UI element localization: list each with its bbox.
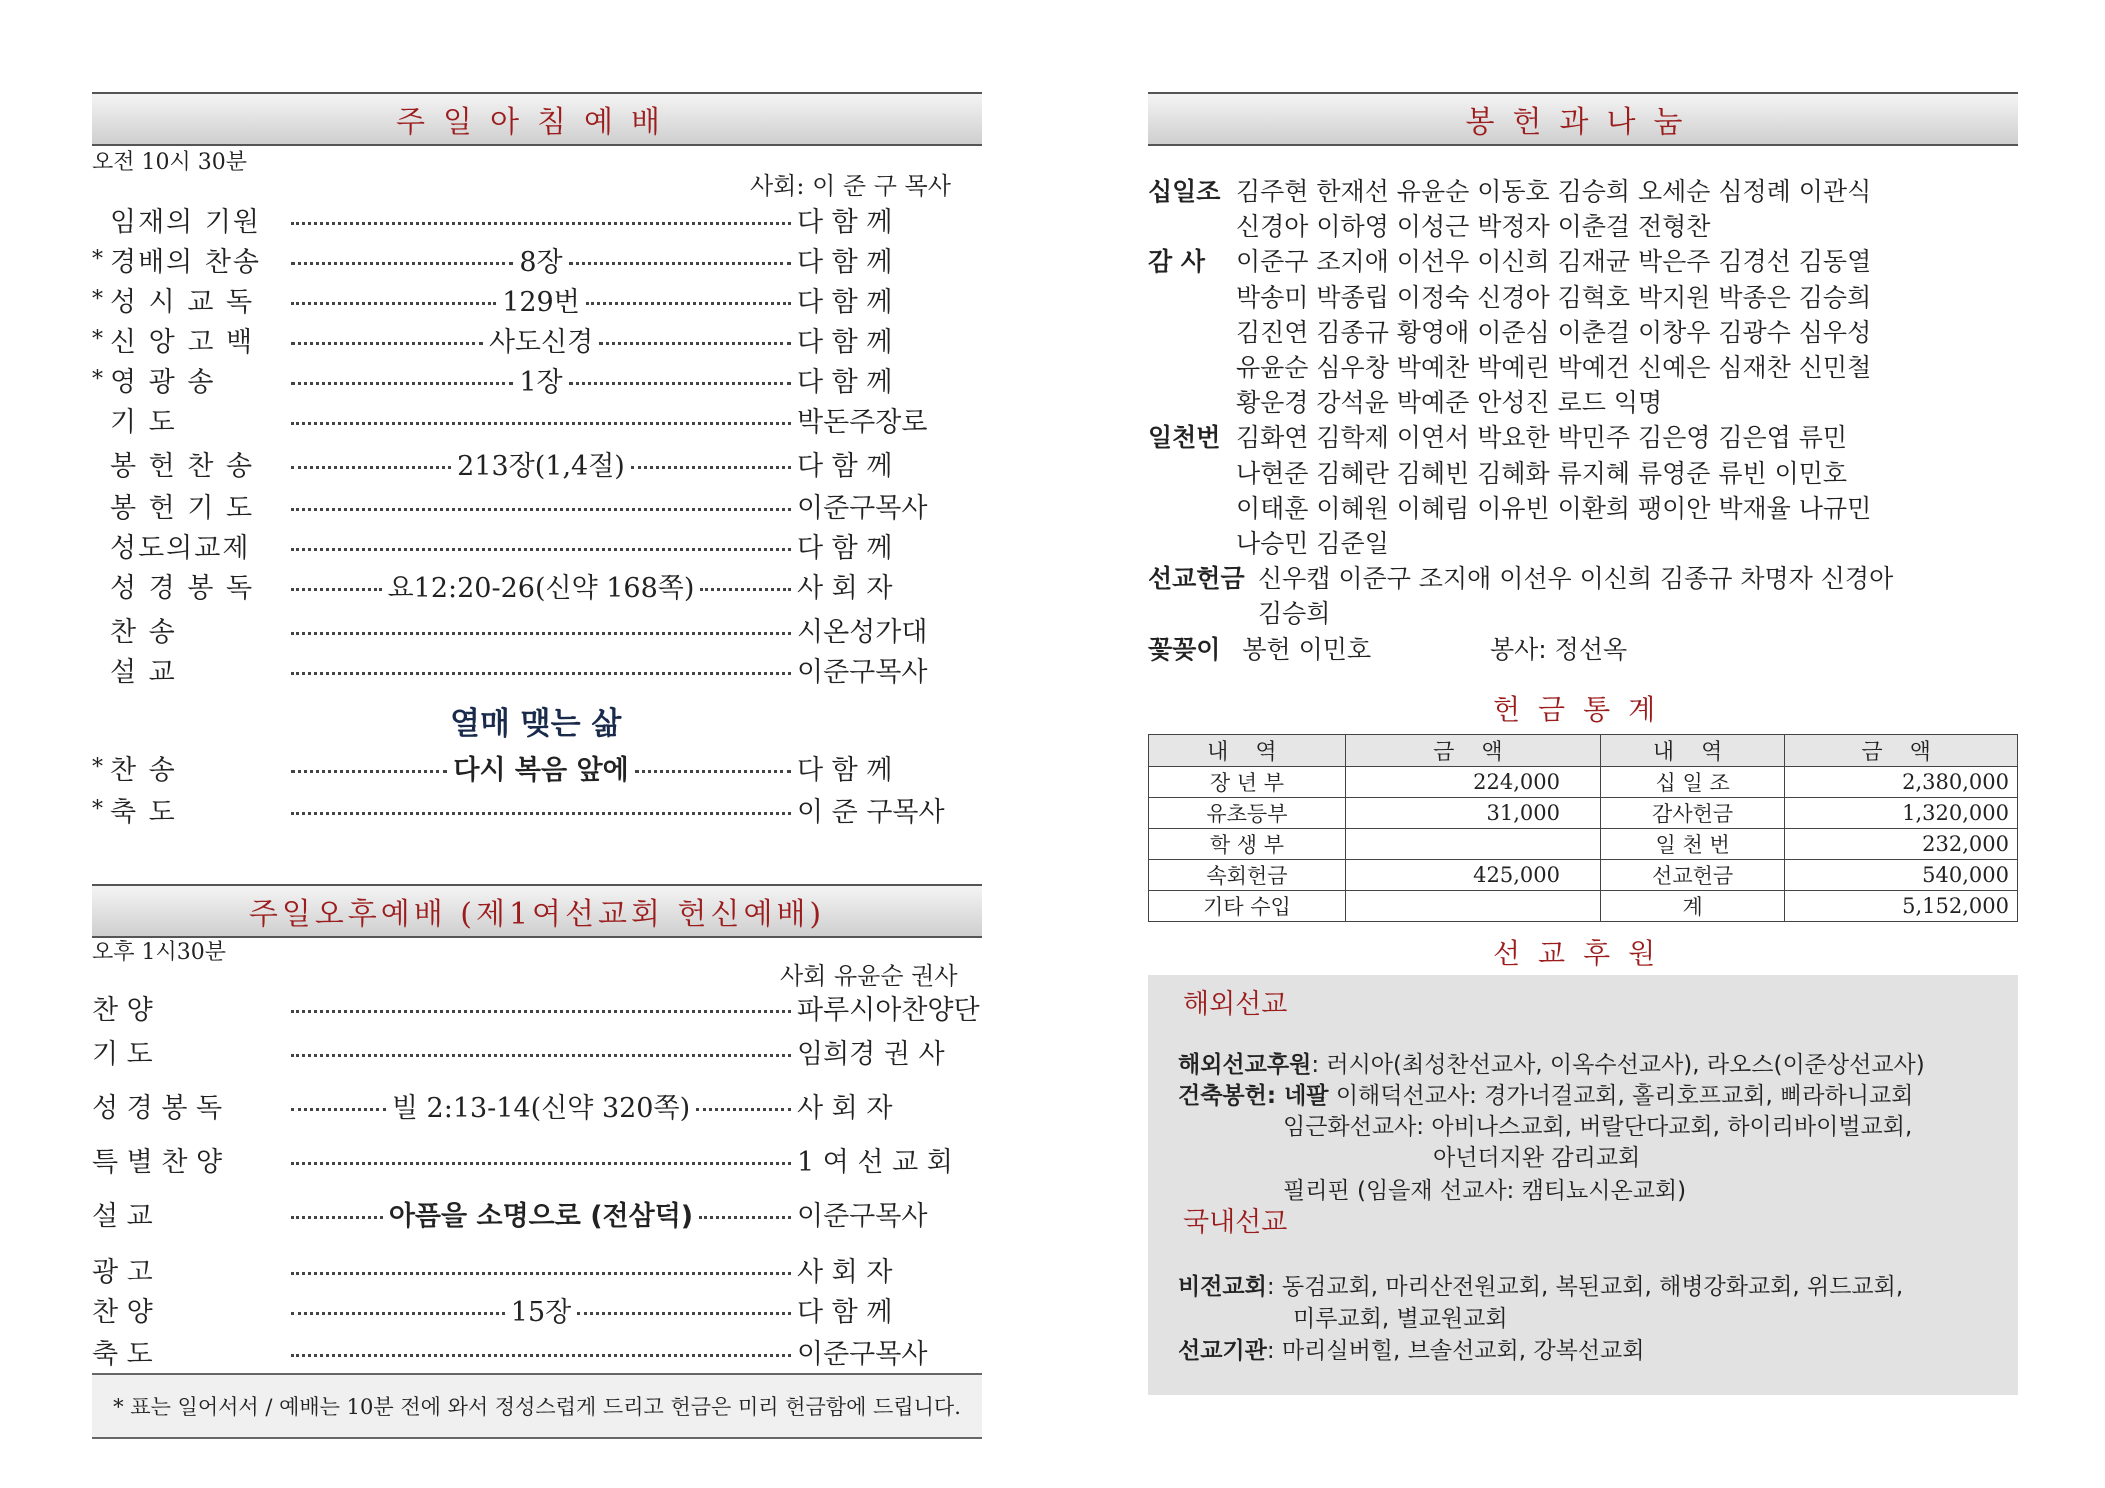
dot-leader — [291, 1054, 791, 1057]
offering-names: 이태훈 이혜원 이혜림 이유빈 이환희 팽이안 박재율 나규민 — [1236, 493, 1872, 523]
order-label: 영 광 송 — [110, 366, 216, 398]
building-line-4: 필리핀 (임을재 선교사: 캠티뇨시온교회) — [1283, 1178, 1687, 1204]
offering-line — [1148, 418, 1847, 454]
order-row — [92, 526, 982, 564]
table-cell: 학 생 부 — [1149, 829, 1346, 860]
dot-leader — [569, 382, 791, 385]
order-leader: 임희경 권 사 — [797, 1038, 945, 1070]
order-row — [92, 400, 982, 438]
order-detail: 다시 복음 앞에 — [453, 754, 629, 786]
flower-text: 봉헌 이민호 — [1242, 635, 1372, 664]
table-cell: 유초등부 — [1149, 798, 1346, 829]
dot-leader — [635, 770, 791, 773]
building-country: : 네팔 — [1266, 1083, 1329, 1109]
asterisk-mark: * — [92, 286, 103, 312]
offering-line — [1148, 559, 1893, 595]
order-label: 찬 양 — [92, 994, 153, 1026]
table-cell — [1345, 891, 1600, 922]
order-leader: 다 함 께 — [797, 246, 893, 278]
asterisk-mark: * — [92, 366, 103, 392]
footnote-box — [92, 1373, 982, 1439]
order-leader: 이준구목사 — [797, 1200, 928, 1232]
order-label: 성 경 봉 독 — [110, 572, 255, 604]
order-label: 봉 헌 찬 송 — [110, 450, 255, 482]
offering-line — [1148, 524, 1389, 560]
order-row — [92, 240, 982, 278]
table-cell: 감사헌금 — [1600, 798, 1784, 829]
order-row — [92, 360, 982, 398]
order-detail: 빌 2:13-14(신약 320쪽) — [391, 1092, 691, 1124]
order-label: 찬 양 — [92, 1296, 153, 1328]
order-row — [92, 1250, 982, 1288]
offering-names: 김주현 한재선 유윤순 이동호 김승희 오세순 심정례 이관식 — [1236, 177, 1872, 206]
order-leader: 1 여 선 교 회 — [797, 1146, 953, 1178]
org-line — [1178, 1332, 1644, 1365]
dot-leader — [696, 1108, 791, 1111]
dot-leader — [291, 508, 791, 511]
order-label: 임재의 기원 — [110, 206, 261, 238]
offering-line — [1148, 383, 1662, 419]
offering-line — [1148, 242, 1871, 278]
building-text-1: 이해덕선교사: 경가너걸교회, 홀리호프교회, 삐라하니교회 — [1328, 1083, 1914, 1109]
offering-names: 박송미 박종립 이정숙 신경아 김혁호 박지원 박종은 김승희 — [1236, 282, 1872, 312]
afternoon-service-title: 주일오후예배 (제1여선교회 헌신예배) — [248, 897, 826, 932]
order-row — [92, 566, 982, 604]
offering-category: 선교헌금 — [1148, 564, 1245, 594]
vision-line-1 — [1178, 1268, 1903, 1301]
table-row — [1149, 891, 2018, 922]
order-detail: 사도신경 — [488, 326, 594, 358]
table-header: 금 액 — [1345, 735, 1600, 767]
overseas-support-text: : 러시아(최성찬선교사, 이옥수선교사), 라오스(이준상선교사) — [1311, 1052, 1925, 1078]
building-label: 건축봉헌 — [1178, 1083, 1267, 1109]
offering-names: 나현준 김혜란 김혜빈 김혜화 류지혜 류영준 류빈 이민호 — [1236, 458, 1848, 488]
offering-names: 나승민 김준일 — [1236, 529, 1389, 558]
dot-leader — [291, 342, 483, 345]
dot-leader — [291, 588, 382, 591]
order-label: 성 시 교 독 — [110, 286, 255, 318]
offering-names: 김화연 김학제 이연서 박요한 박민주 김은영 김은엽 류민 — [1236, 423, 1848, 453]
dot-leader — [291, 548, 791, 551]
asterisk-mark: * — [92, 246, 103, 272]
offering-stats-table — [1148, 734, 2018, 922]
morning-sermon-title: 열매 맺는 삶 — [450, 706, 622, 742]
order-row — [92, 200, 982, 238]
offering-line — [1148, 278, 1871, 314]
dot-leader — [291, 222, 791, 225]
dot-leader — [291, 672, 791, 675]
order-row — [92, 1032, 982, 1070]
offering-names: 이준구 조지애 이선우 이신희 김재균 박은주 김경선 김동열 — [1236, 247, 1872, 277]
table-cell: 일 천 번 — [1600, 829, 1784, 860]
dot-leader — [291, 382, 513, 385]
table-cell: 계 — [1600, 891, 1784, 922]
order-row — [92, 486, 982, 524]
order-detail: 8장 — [519, 246, 563, 278]
table-cell: 31,000 — [1345, 798, 1600, 829]
order-label: 기 도 — [110, 406, 177, 438]
order-leader: 이준구목사 — [797, 492, 928, 524]
dot-leader — [569, 262, 791, 265]
order-label: 성도의교제 — [110, 532, 251, 564]
order-label: 봉 헌 기 도 — [110, 492, 255, 524]
table-cell: 2,380,000 — [1785, 767, 2018, 798]
order-label: 성 경 봉 독 — [92, 1092, 223, 1124]
dot-leader — [700, 588, 791, 591]
order-label: 설 교 — [110, 656, 177, 688]
offering-line — [1148, 348, 1871, 384]
flower-head: 꽃꽂이 — [1148, 635, 1221, 664]
afternoon-service-header — [92, 884, 982, 938]
offering-category: 감 사 — [1148, 247, 1206, 277]
order-row — [92, 1086, 982, 1124]
order-detail: 요12:20-26(신약 168쪽) — [387, 572, 695, 604]
vision-line-2: 미루교회, 별교원교회 — [1293, 1306, 1508, 1332]
offering-title: 봉헌과나눔 — [1465, 105, 1701, 140]
org-text: : 마리실버힐, 브솔선교회, 강복선교회 — [1266, 1338, 1645, 1364]
order-row — [92, 610, 982, 648]
order-detail: 15장 — [510, 1296, 572, 1328]
order-leader: 다 함 께 — [797, 366, 893, 398]
order-label: 설 교 — [92, 1200, 153, 1232]
org-label: 선교기관 — [1178, 1338, 1267, 1364]
order-row — [92, 1194, 982, 1232]
order-detail: 1장 — [519, 366, 563, 398]
order-leader: 이 준 구목사 — [797, 796, 945, 828]
table-cell: 장 년 부 — [1149, 767, 1346, 798]
overseas-support-label: 해외선교후원 — [1178, 1052, 1312, 1078]
order-row — [92, 650, 982, 688]
morning-service-host: 사회: 이 준 구 목사 — [750, 172, 951, 200]
order-label: 특 별 찬 양 — [92, 1146, 223, 1178]
dot-leader — [577, 1312, 791, 1315]
table-cell: 기타 수입 — [1149, 891, 1346, 922]
order-label: 광 고 — [92, 1256, 153, 1288]
order-label: 축 도 — [92, 1338, 153, 1370]
dot-leader — [291, 1312, 505, 1315]
table-header: 내 역 — [1149, 735, 1346, 767]
order-leader: 이준구목사 — [797, 1338, 928, 1370]
table-header: 금 액 — [1785, 735, 2018, 767]
order-row — [92, 1290, 982, 1328]
offering-category: 일천번 — [1148, 423, 1221, 453]
table-cell: 속회헌금 — [1149, 860, 1346, 891]
dot-leader — [699, 1216, 791, 1219]
order-label: 찬 송 — [110, 616, 177, 648]
domestic-heading: 국내선교 — [1183, 1207, 1288, 1238]
dot-leader — [291, 1162, 791, 1165]
morning-service-time: 오전 10시 30분 — [92, 150, 247, 175]
offering-names: 신우캡 이준구 조지애 이선우 이신희 김종규 차명자 신경아 — [1258, 564, 1894, 594]
order-label: 신 앙 고 백 — [110, 326, 255, 358]
offering-line — [1148, 172, 1871, 208]
table-row — [1149, 860, 2018, 891]
offering-names: 김진연 김종규 황영애 이준심 이춘걸 이창우 김광수 심우성 — [1236, 317, 1872, 347]
offering-category: 십일조 — [1148, 177, 1221, 206]
footnote-text: * 표는 일어서서 / 예배는 10분 전에 와서 정성스럽게 드리고 헌금은 미리 헌금함에 드립니다. — [113, 1395, 961, 1419]
table-cell: 224,000 — [1345, 767, 1600, 798]
service-text: 봉사: 정선옥 — [1490, 635, 1628, 664]
offering-line — [1148, 489, 1871, 525]
offering-line — [1148, 313, 1871, 349]
order-leader: 파루시아찬양단 — [797, 994, 980, 1026]
offering-header — [1148, 92, 2018, 146]
dot-leader — [586, 302, 791, 305]
order-row — [92, 1140, 982, 1178]
order-leader: 사 회 자 — [797, 572, 893, 604]
offering-names: 유윤순 심우창 박예찬 박예린 박예건 신예은 심재찬 신민철 — [1236, 353, 1872, 382]
overseas-heading: 해외선교 — [1183, 989, 1288, 1020]
dot-leader — [291, 1108, 386, 1111]
order-leader: 이준구목사 — [797, 656, 928, 688]
offering-names: 황운경 강석윤 박예준 안성진 로드 익명 — [1236, 388, 1663, 418]
offering-line — [1148, 207, 1710, 243]
order-leader: 다 함 께 — [797, 326, 893, 358]
order-label: 경배의 찬송 — [110, 246, 261, 278]
morning-service-header — [92, 92, 982, 146]
table-cell: 선교헌금 — [1600, 860, 1784, 891]
order-detail: 아픔을 소명으로 (전삼덕) — [388, 1200, 694, 1232]
building-line-3: 아넌더지완 감리교회 — [1433, 1145, 1641, 1171]
dot-leader — [599, 342, 791, 345]
stats-title: 헌금통계 — [1493, 693, 1674, 726]
flower-line — [1148, 630, 1371, 666]
table-cell: 540,000 — [1785, 860, 2018, 891]
offering-names: 김승희 — [1258, 599, 1331, 629]
order-row — [92, 444, 982, 482]
table-row — [1149, 767, 2018, 798]
offering-line — [1148, 594, 1330, 630]
building-line-2: 임근화선교사: 아비나스교회, 버랄단다교회, 하이리바이벌교회, — [1283, 1114, 1913, 1140]
dot-leader — [291, 466, 451, 469]
order-leader: 박돈주장로 — [797, 406, 928, 438]
order-row — [92, 748, 982, 786]
order-label: 기 도 — [92, 1038, 153, 1070]
dot-leader — [291, 1354, 791, 1357]
afternoon-service-time: 오후 1시30분 — [92, 940, 226, 965]
offering-line — [1148, 454, 1847, 490]
dot-leader — [291, 812, 791, 815]
order-detail: 129번 — [502, 286, 580, 318]
dot-leader — [631, 466, 791, 469]
order-detail: 213장(1,4절) — [457, 450, 625, 482]
dot-leader — [291, 1216, 383, 1219]
order-label: 찬 송 — [110, 754, 177, 786]
dot-leader — [291, 770, 447, 773]
order-leader: 다 함 께 — [797, 532, 893, 564]
order-leader: 다 함 께 — [797, 286, 893, 318]
order-label: 축 도 — [110, 796, 177, 828]
offering-names: 신경아 이하영 이성근 박정자 이춘걸 전형찬 — [1236, 212, 1711, 242]
order-leader: 사 회 자 — [797, 1092, 893, 1124]
asterisk-mark: * — [92, 326, 103, 352]
order-row — [92, 320, 982, 358]
order-leader: 다 함 께 — [797, 450, 893, 482]
asterisk-mark: * — [92, 754, 103, 780]
dot-leader — [291, 262, 513, 265]
dot-leader — [291, 1010, 791, 1013]
table-cell — [1345, 829, 1600, 860]
morning-service-title: 주일아침예배 — [396, 105, 678, 140]
table-cell: 1,320,000 — [1785, 798, 2018, 829]
dot-leader — [291, 632, 791, 635]
table-header-row — [1149, 735, 2018, 767]
mission-title: 선교후원 — [1493, 937, 1674, 970]
order-leader: 사 회 자 — [797, 1256, 893, 1288]
asterisk-mark: * — [92, 796, 103, 822]
table-row — [1149, 829, 2018, 860]
order-leader: 다 함 께 — [797, 1296, 893, 1328]
table-cell: 십 일 조 — [1600, 767, 1784, 798]
table-cell: 232,000 — [1785, 829, 2018, 860]
order-row — [92, 790, 982, 828]
order-leader: 시온성가대 — [797, 616, 928, 648]
dot-leader — [291, 1272, 791, 1275]
vision-text-1: : 동검교회, 마리산전원교회, 복된교회, 해병강화교회, 위드교회, — [1266, 1274, 1904, 1300]
afternoon-service-host: 사회 유윤순 권사 — [780, 962, 958, 990]
table-row — [1149, 798, 2018, 829]
order-row — [92, 280, 982, 318]
table-cell: 425,000 — [1345, 860, 1600, 891]
dot-leader — [291, 422, 791, 425]
order-row — [92, 1332, 982, 1370]
order-leader: 다 함 께 — [797, 206, 893, 238]
dot-leader — [291, 302, 496, 305]
overseas-support-line — [1178, 1046, 1925, 1079]
vision-label: 비전교회 — [1178, 1274, 1267, 1300]
order-row — [92, 988, 982, 1026]
table-header: 내 역 — [1600, 735, 1784, 767]
order-leader: 다 함 께 — [797, 754, 893, 786]
table-cell: 5,152,000 — [1785, 891, 2018, 922]
building-line-1 — [1178, 1077, 1913, 1110]
